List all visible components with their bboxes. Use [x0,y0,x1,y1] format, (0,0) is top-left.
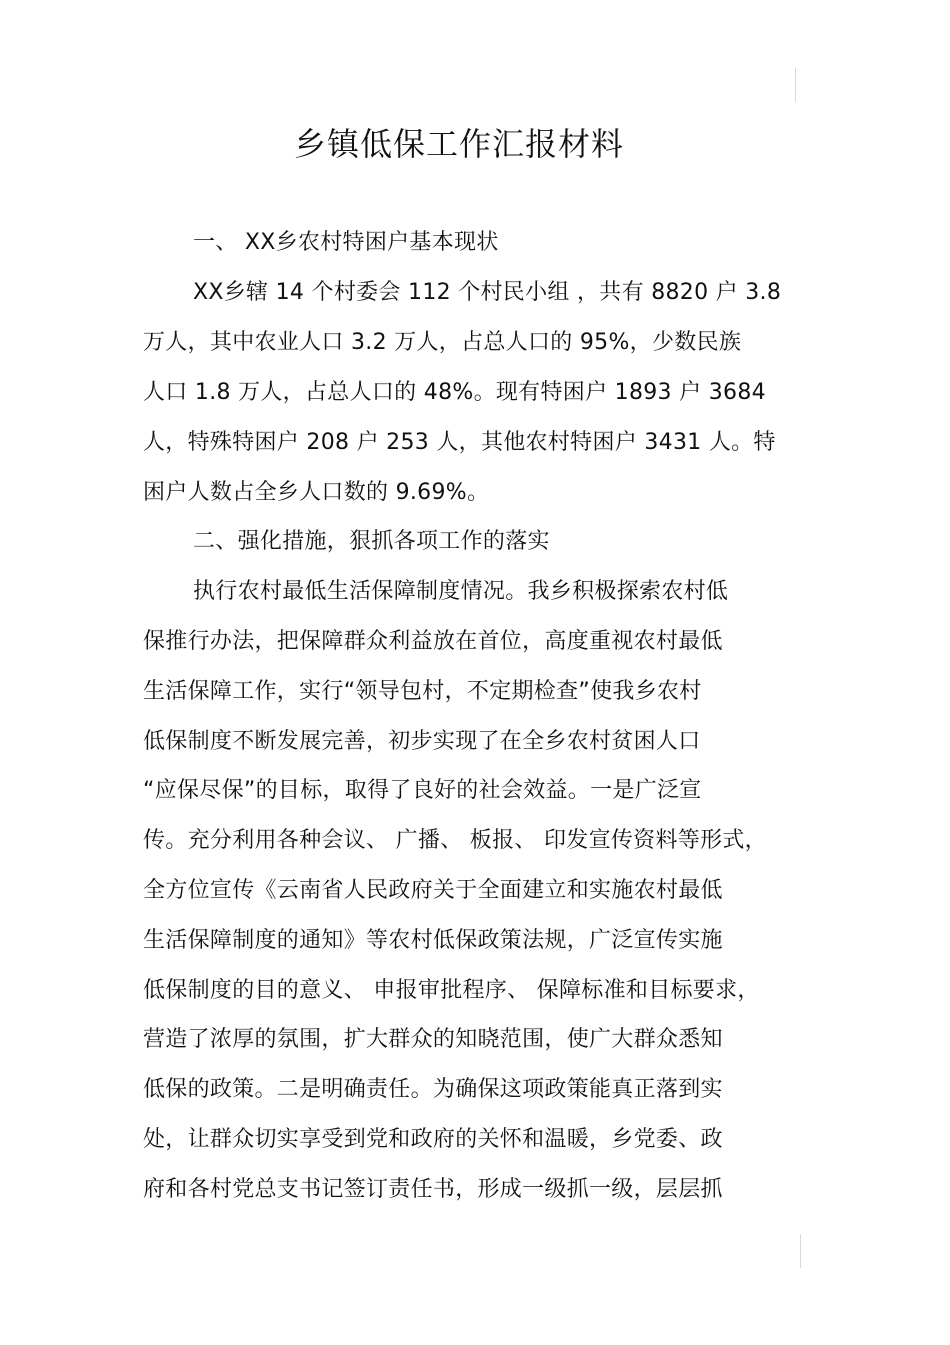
paragraph-line: 府和各村党总支书记签订责任书，形成一级抓一级，层层抓 [143,1177,723,1202]
paragraph-line: 人，特殊特困户 208 户 253 人，其他农村特困户 3431 人。特 [143,430,776,455]
paragraph-line: 保推行办法，把保障群众利益放在首位，高度重视农村最低 [143,629,723,654]
crop-mark-top [795,68,796,102]
section-heading-2: 二、强化措施，狠抓各项工作的落实 [193,529,550,554]
paragraph-line: 困户人数占全乡人口数的 9.69%。 [143,480,490,505]
paragraph-line: 人口 1.8 万人，占总人口的 48%。现有特困户 1893 户 3684 [143,380,766,405]
paragraph-line: 传。充分利用各种会议、 广播、 板报、 印发宣传资料等形式， [143,828,767,853]
paragraph-line: 营造了浓厚的氛围，扩大群众的知晓范围，使广大群众悉知 [143,1027,723,1052]
paragraph-line: 生活保障工作，实行“领导包村，不定期检查”使我乡农村 [143,679,702,704]
paragraph-line: 全方位宣传《云南省人民政府关于全面建立和实施农村最低 [143,878,723,903]
paragraph-line: 执行农村最低生活保障制度情况。我乡积极探索农村低 [193,579,729,604]
paragraph-line: 低保制度的目的意义、 申报审批程序、 保障标准和目标要求， [143,978,760,1003]
paragraph-line: 处，让群众切实享受到党和政府的关怀和温暖，乡党委、政 [143,1127,723,1152]
paragraph-line: 低保的政策。二是明确责任。为确保这项政策能真正落到实 [143,1077,723,1102]
crop-mark-bottom [800,1234,801,1268]
section-heading-1: 一、 XX乡农村特困户基本现状 [193,230,499,255]
paragraph-line: 万人，其中农业人口 3.2 万人，占总人口的 95%，少数民族 [143,330,742,355]
paragraph-line: “应保尽保”的目标，取得了良好的社会效益。一是广泛宣 [143,778,702,803]
document-title: 乡镇低保工作汇报材料 [293,125,624,163]
paragraph-line: 低保制度不断发展完善，初步实现了在全乡农村贫困人口 [143,729,701,754]
paragraph-line: 生活保障制度的通知》等农村低保政策法规，广泛宣传实施 [143,928,723,953]
paragraph-line: XX乡辖 14 个村委会 112 个村民小组 ，共有 8820 户 3.8 [193,280,782,305]
